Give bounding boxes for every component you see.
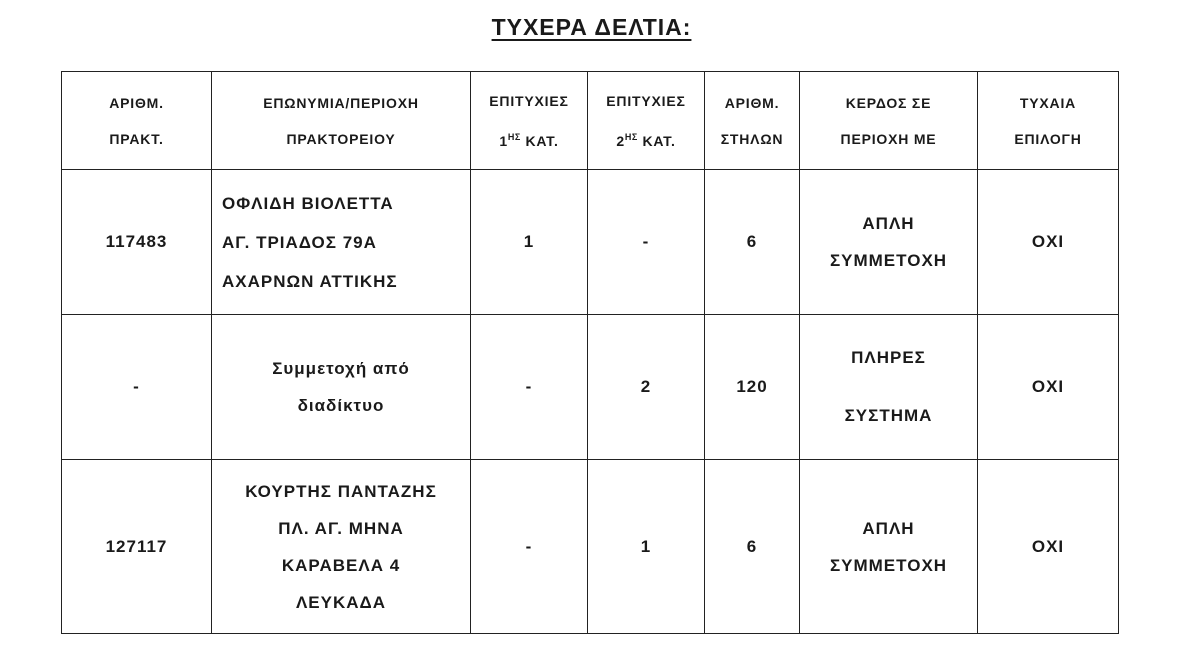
- agency-name-cell: Συμμετοχή από διαδίκτυο: [212, 315, 471, 460]
- header-win-type: ΚΕΡΔΟΣ ΣΕ ΠΕΡΙΟΧΗ ΜΕ: [800, 72, 978, 170]
- columns-cell: 120: [705, 315, 800, 460]
- table-row: [62, 460, 1119, 634]
- win-type-cell: ΑΠΛΗ ΣΥΜΜΕΤΟΧΗ: [800, 170, 978, 315]
- columns-cell: 6: [705, 460, 800, 634]
- random-pick-cell: ΟΧΙ: [978, 460, 1119, 634]
- table-row: [62, 170, 1119, 315]
- header-agency-number: ΑΡΙΘΜ. ΠΡΑΚΤ.: [62, 72, 212, 170]
- table-header-row: [62, 72, 1119, 170]
- header-random-pick: ΤΥΧΑΙΑ ΕΠΙΛΟΓΗ: [978, 72, 1119, 170]
- agency-name-cell: ΚΟΥΡΤΗΣ ΠΑΝΤΑΖΗΣ ΠΛ. ΑΓ. ΜΗΝΑ ΚΑΡΑΒΕΛΑ 4 ΛΕΥΚΑΔΑ: [212, 460, 471, 634]
- header-wins-1st: ΕΠΙΤΥΧΙΕΣ $1^{H\Sigma}$ ΚΑΤ.: [471, 72, 588, 170]
- win-type-cell: ΠΛΗΡΕΣ ΣΥΣΤΗΜΑ: [800, 315, 978, 460]
- agency-number-cell: 127117: [62, 460, 212, 634]
- win-type-cell: ΑΠΛΗ ΣΥΜΜΕΤΟΧΗ: [800, 460, 978, 634]
- agency-name-cell: ΟΦΛΙΔΗ ΒΙΟΛΕΤΤΑ ΑΓ. ΤΡΙΑΔΟΣ 79Α ΑΧΑΡΝΩΝ ΑΤΤΙΚΗΣ: [212, 170, 471, 315]
- agency-number-cell: 117483: [62, 170, 212, 315]
- table-row: [62, 315, 1119, 460]
- agency-number-cell: -: [62, 315, 212, 460]
- winning-tickets-table: [61, 71, 1119, 634]
- columns-cell: 6: [705, 170, 800, 315]
- random-pick-cell: ΟΧΙ: [978, 315, 1119, 460]
- header-wins-2nd: ΕΠΙΤΥΧΙΕΣ $2^{H\Sigma}$ ΚΑΤ.: [588, 72, 705, 170]
- wins-2nd-cell: 1: [588, 460, 705, 634]
- wins-1st-cell: -: [471, 315, 588, 460]
- wins-2nd-cell: -: [588, 170, 705, 315]
- wins-1st-cell: 1: [471, 170, 588, 315]
- random-pick-cell: ΟΧΙ: [978, 170, 1119, 315]
- header-agency-name: ΕΠΩΝΥΜΙΑ/ΠΕΡΙΟΧΗ ΠΡΑΚΤΟΡΕΙΟΥ: [212, 72, 471, 170]
- header-columns: ΑΡΙΘΜ. ΣΤΗΛΩΝ: [705, 72, 800, 170]
- page-title: ΤΥΧΕΡΑ ΔΕΛΤΙΑ:: [491, 14, 692, 40]
- wins-2nd-cell: 2: [588, 315, 705, 460]
- wins-1st-cell: -: [471, 460, 588, 634]
